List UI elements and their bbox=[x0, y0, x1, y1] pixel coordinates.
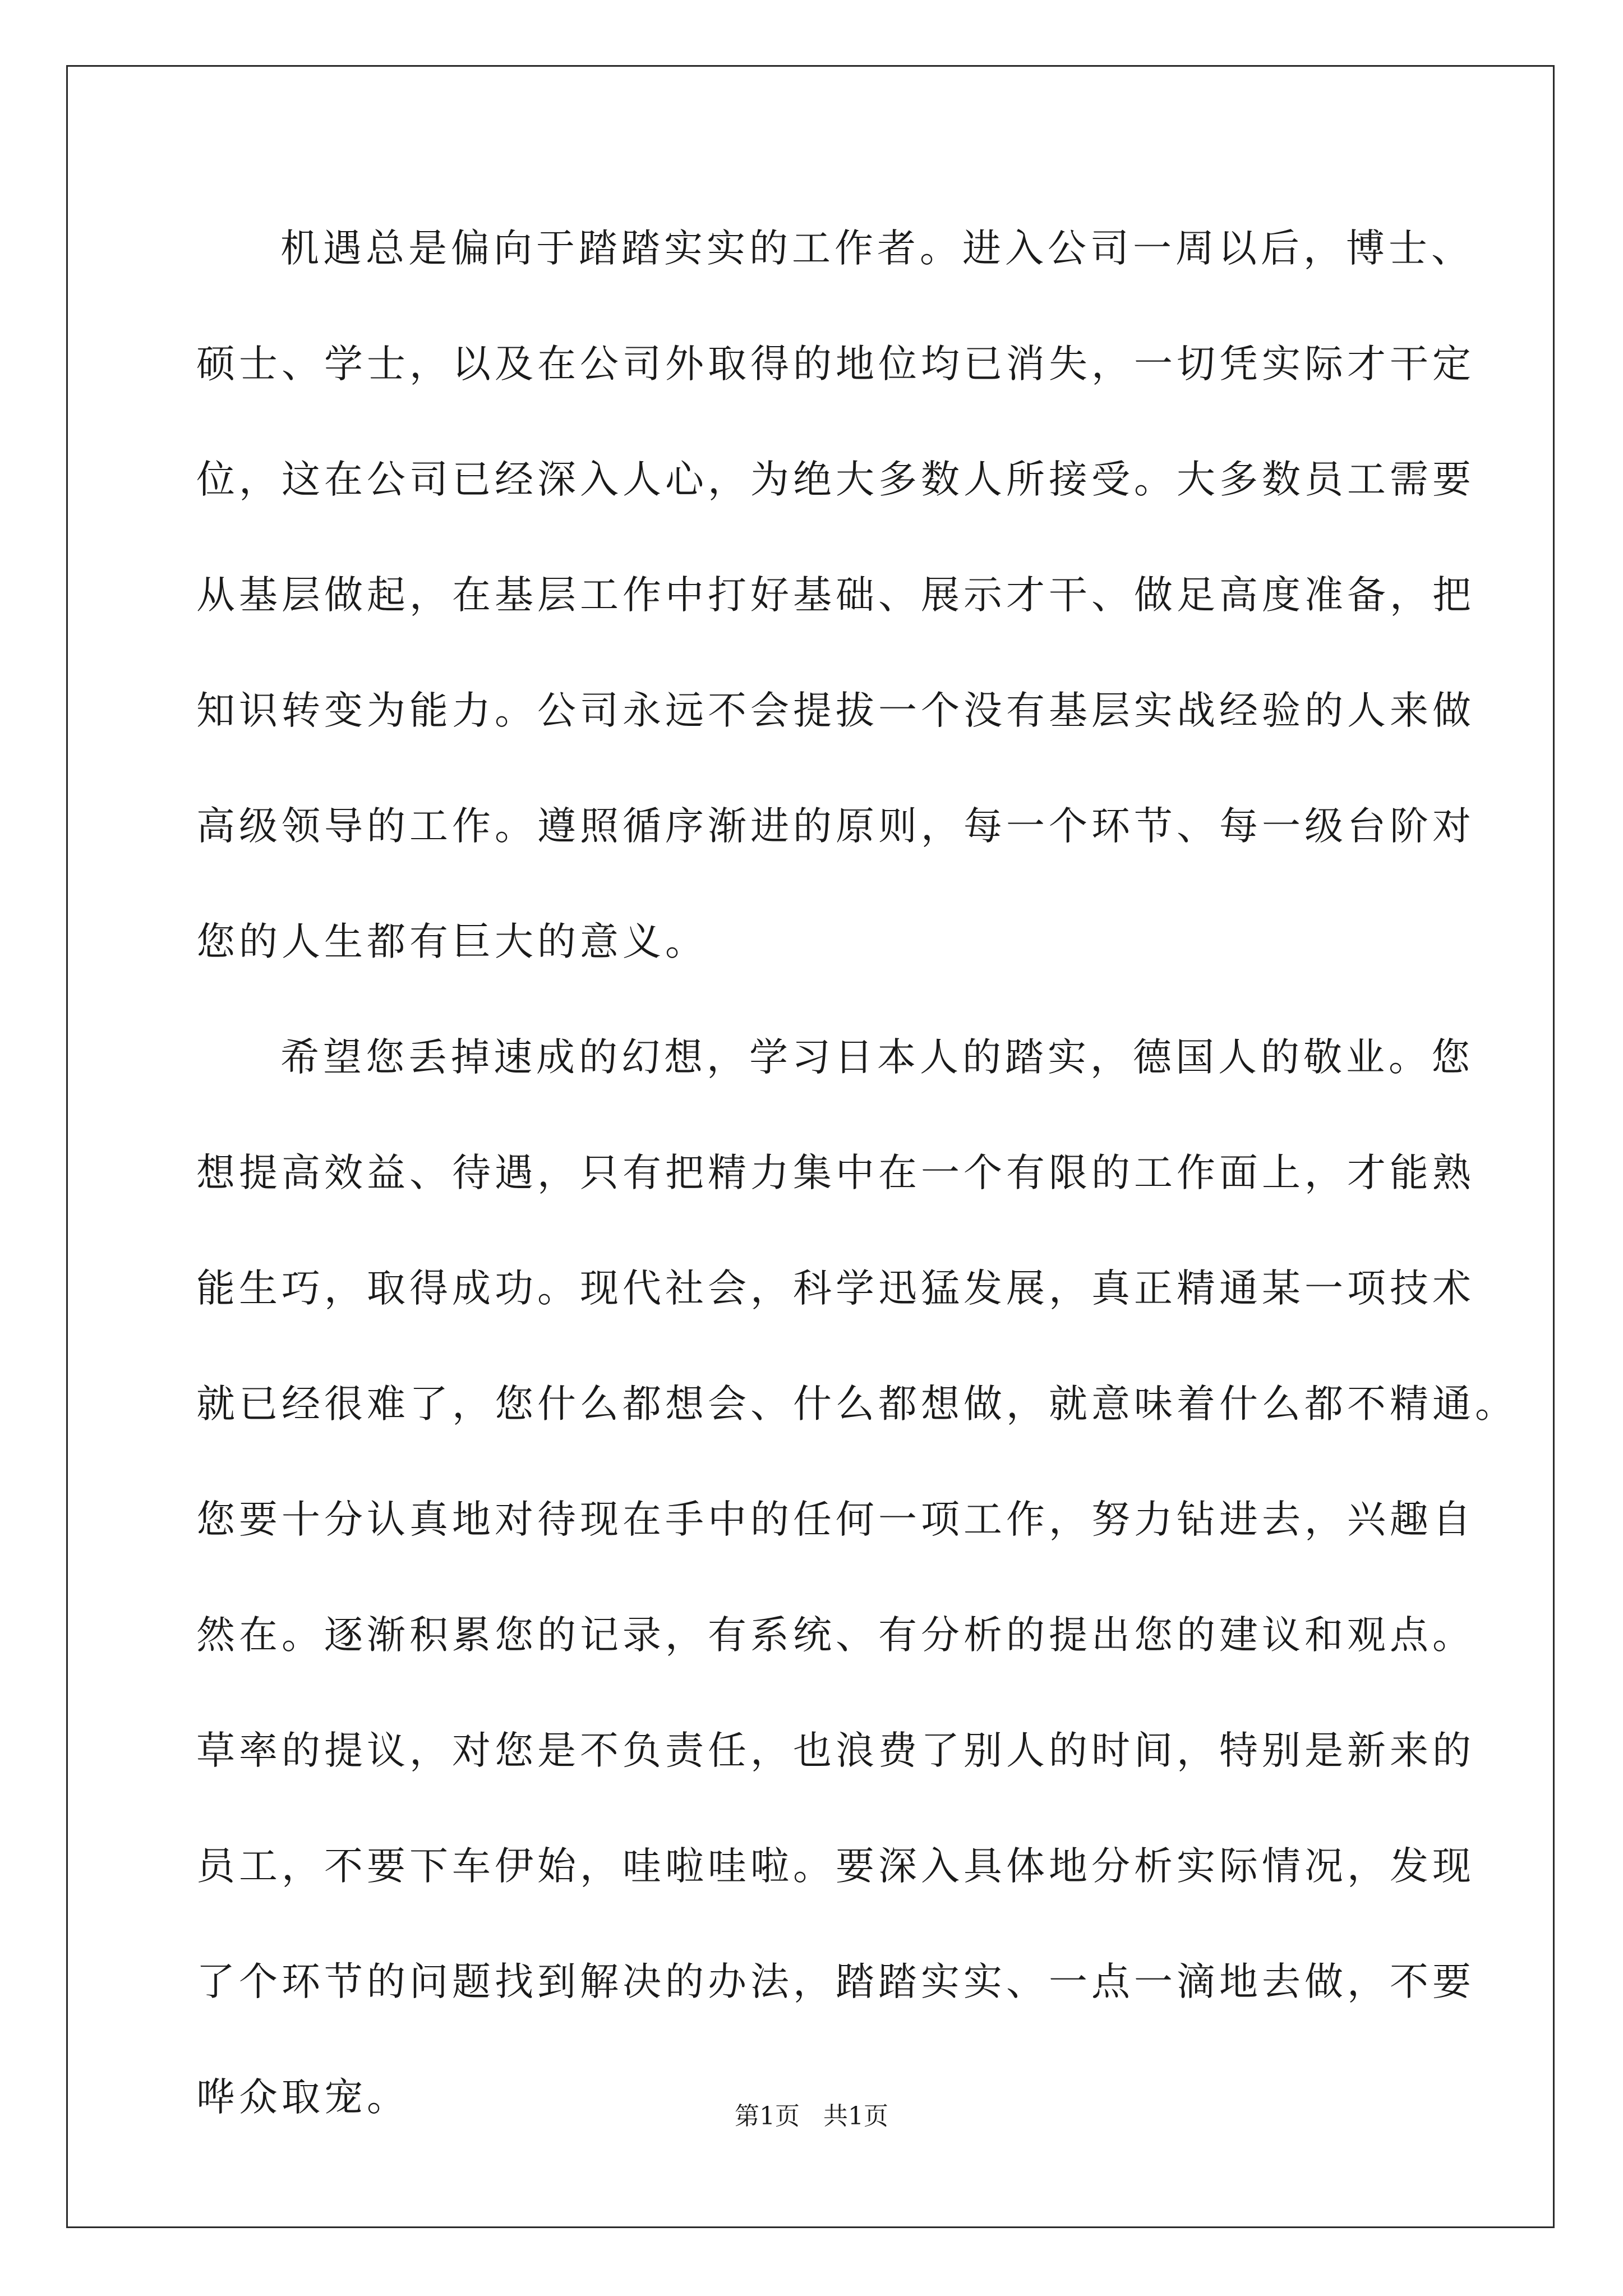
text-line: 就已经很难了，您什么都想会、什么都想做，就意味着什么都不精通。 bbox=[196, 1382, 1518, 1427]
text-line: 能生巧，取得成功。现代社会，科学迅猛发展，真正精通某一项技术 bbox=[196, 1266, 1475, 1311]
paragraph-2 bbox=[196, 1000, 1518, 2155]
text-line: 了个环节的问题找到解决的办法，踏踏实实、一点一滴地去做，不要 bbox=[196, 1959, 1475, 2004]
text-line: 哗众取宠。 bbox=[196, 2075, 409, 2120]
text-line: 想提高效益、待遇，只有把精力集中在一个有限的工作面上，才能熟 bbox=[196, 1151, 1475, 1195]
text-line: 员工，不要下车伊始，哇啦哇啦。要深入具体地分析实际情况，发现 bbox=[196, 1844, 1475, 1889]
document-body bbox=[196, 191, 1518, 2155]
text-line: 然在。逐渐积累您的记录，有系统、有分析的提出您的建议和观点。 bbox=[196, 1613, 1475, 1658]
text-line: 知识转变为能力。公司永远不会提拔一个没有基层实战经验的人来做 bbox=[196, 688, 1475, 733]
text-line: 位，这在公司已经深入人心，为绝大多数人所接受。大多数员工需要 bbox=[196, 457, 1475, 502]
text-line: 草率的提议，对您是不负责任，也浪费了别人的时间，特别是新来的 bbox=[196, 1728, 1475, 1773]
page-footer bbox=[0, 2096, 1623, 2132]
text-line: 高级领导的工作。遵照循序渐进的原则，每一个环节、每一级台阶对 bbox=[196, 804, 1475, 849]
text-line: 您的人生都有巨大的意义。 bbox=[196, 919, 708, 964]
text-line: 希望您丢掉速成的幻想，学习日本人的踏实，德国人的敬业。您 bbox=[280, 1035, 1474, 1080]
page-total: 共1页 bbox=[823, 2102, 888, 2131]
paragraph-1 bbox=[196, 191, 1475, 1000]
text-line: 机遇总是偏向于踏踏实实的工作者。进入公司一周以后，博士、 bbox=[280, 226, 1474, 271]
text-line: 从基层做起，在基层工作中打好基础、展示才干、做足高度准备，把 bbox=[196, 573, 1475, 618]
text-line: 硕士、学士，以及在公司外取得的地位均已消失，一切凭实际才干定 bbox=[196, 342, 1475, 386]
page-number: 第1页 bbox=[735, 2102, 800, 2131]
text-line: 您要十分认真地对待现在手中的任何一项工作，努力钻进去，兴趣自 bbox=[196, 1497, 1475, 1542]
